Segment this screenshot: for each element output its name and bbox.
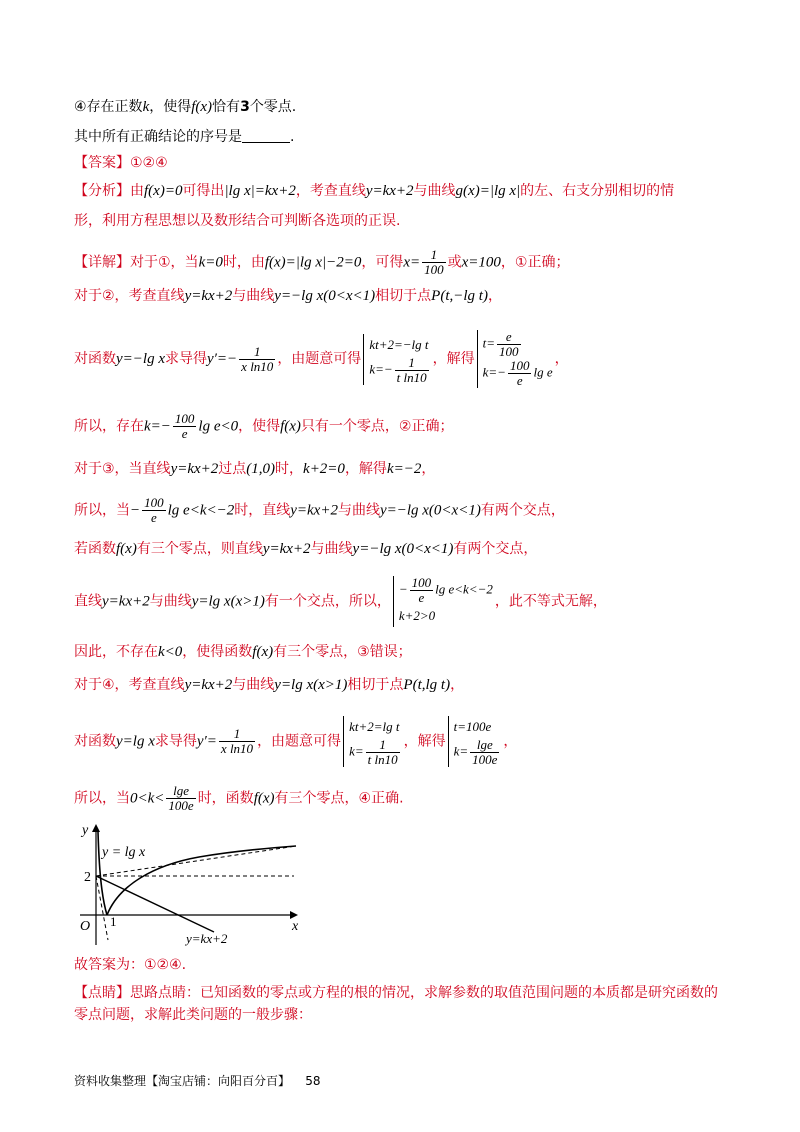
answer-line: 【答案】①②④: [74, 155, 168, 171]
x-axis-label: x: [292, 919, 299, 934]
detail-line-1: 【详解】对于①，当k=0时，由f(x)=|lg x|−2=0，可得x= $\frac{1}{100}$ 或x=100，①正确；: [74, 247, 570, 277]
equation-system: kt+2=−lg t k=− $\frac{1}{\text{t ln10}}$: [363, 334, 430, 385]
tick-label-2: 2: [84, 870, 91, 885]
detail-line-6: 所以，当− $\frac{100}{e}$ lg e<k<−2时，直线y=kx+2与曲线y=−lg x(0<x<1)有两个交点，: [74, 495, 565, 525]
analysis-line-1: 【分析】由f(x)=0可得出|lg x|=kx+2，考查直线y=kx+2与曲线g(x)=|lg x|的左、右支分别相切的情: [74, 183, 675, 199]
equation-system: kt+2=lg t k= $\frac{1}{\text{t ln10}}$: [343, 716, 402, 767]
remark-line-2: 零点问题，求解此类问题的一般步骤：: [74, 1007, 312, 1023]
fraction: $\frac{100}{e}$: [144, 495, 164, 525]
analysis-line-2: 形，利用方程思想以及数形结合可判断各选项的正误.: [74, 213, 401, 229]
detail-line-11: 对函数y=lg x求导得y′= $\frac{1}{\text{x ln10}}$ ，由题意可得 kt+2=lg t k= $\frac{1}{\text{t ln10}}$ ，解得 t=100e k= $\frac{\lg e}{100e}$ ，: [74, 716, 517, 767]
detail-line-2: 对于②，考查直线y=kx+2与曲线y=−lg x(0<x<1)相切于点P(t,−lg t)，: [74, 288, 502, 304]
y-axis-label: y: [82, 823, 89, 838]
detail-line-12: 所以，当0<k< $\frac{\lg e}{100e}$ 时，函数f(x)有三个零点，④正确.: [74, 783, 404, 813]
tick-label-1: 1: [110, 914, 117, 929]
line-label: y=kx+2: [186, 931, 228, 946]
detail-line-3: 对函数y=−lg x求导得y′=− $\frac{1}{\text{x ln10}}$ ，由题意可得 kt+2=−lg t k=− $\frac{1}{\text{t ln10}}$ ，解得 t= $\frac{e}{100}$ k=− $\frac{100}{e}$ lg e ，: [74, 329, 569, 388]
conclusion-line: 故答案为：①②④.: [74, 957, 187, 973]
detail-line-4: 所以，存在k=− $\frac{100}{e}$ lg e<0，使得f(x)只有一个零点，②正确；: [74, 411, 454, 441]
detail-line-8: 直线y=kx+2与曲线y=lg x(x>1)有一个交点，所以， − $\frac{100}{e}$ lg e<k<−2 k+2>0 ，此不等式无解，: [74, 576, 607, 627]
question-prompt: 其中所有正确结论的序号是 .: [74, 129, 295, 145]
answer-blank: [242, 128, 290, 143]
inequality-system: − $\frac{100}{e}$ lg e<k<−2 k+2>0: [393, 576, 493, 627]
page-footer: 资料收集整理【淘宝店铺：向阳百分百】 58: [74, 1074, 321, 1088]
detail-line-9: 因此，不存在k<0，使得函数f(x)有三个零点，③错误；: [74, 644, 412, 660]
statement-4: ④存在正数k，使得f(x)恰有3个零点.: [74, 99, 297, 115]
fraction: $\frac{\lg e}{100e}$: [168, 783, 194, 813]
fraction: $\frac{100}{e}$: [174, 411, 195, 441]
detail-line-10: 对于④，考查直线y=kx+2与曲线y=lg x(x>1)相切于点P(t,lg t)，: [74, 677, 465, 693]
fraction: $\frac{1}{\text{x ln10}}$: [241, 343, 274, 374]
page-number: 58: [305, 1074, 321, 1088]
fraction: $\frac{1}{\text{x ln10}}$: [220, 726, 254, 756]
fraction: $\frac{1}{100}$: [424, 247, 444, 277]
solution-system: t=100e k= $\frac{\lg e}{100e}$: [448, 716, 502, 767]
origin-label: O: [80, 919, 91, 934]
solution-system: t= $\frac{e}{100}$ k=− $\frac{100}{e}$ lg e: [477, 330, 553, 388]
y-axis-arrow: [92, 824, 100, 832]
curve-label: y = lg x: [102, 845, 146, 860]
x-axis-arrow: [290, 911, 298, 919]
detail-line-7: 若函数f(x)有三个零点，则直线y=kx+2与曲线y=−lg x(0<x<1)有两个交点，: [74, 541, 538, 557]
function-graph: [74, 820, 314, 950]
detail-line-5: 对于③，当直线y=kx+2过点(1,0)时，k+2=0，解得k=−2，: [74, 461, 436, 477]
remark-line-1: 【点睛】思路点睛：已知函数的零点或方程的根的情况，求解参数的取值范围问题的本质都是研究函数的: [74, 985, 718, 1001]
